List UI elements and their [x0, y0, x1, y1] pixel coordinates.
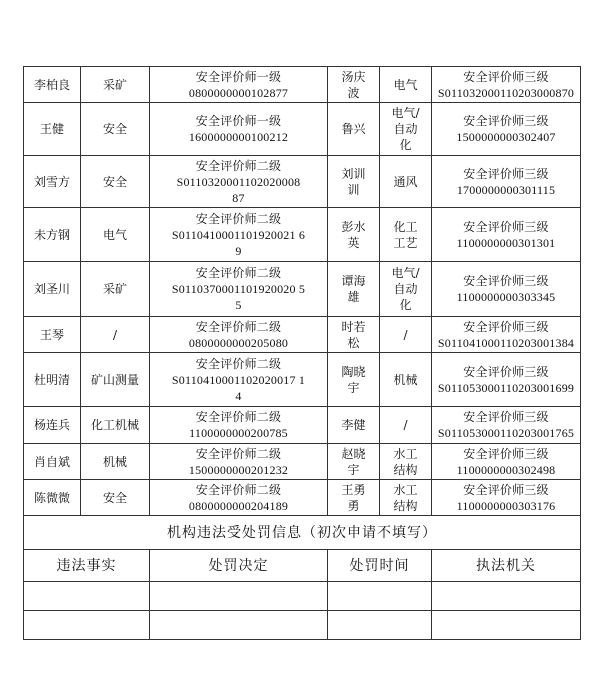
person-certificate: 安全评价师二级 1100000000200785	[150, 407, 328, 444]
penalty-decision-cell	[150, 611, 328, 640]
header-penalty-decision: 处罚决定	[150, 550, 328, 582]
person-name: 未方钢	[24, 208, 81, 262]
person-major: 矿山测量	[81, 353, 150, 407]
person-certificate: 安全评价师三级 S011053000110203001765	[432, 407, 581, 444]
person-name: 赵晓 宇	[328, 444, 380, 480]
person-major: 通风	[380, 156, 432, 208]
person-certificate: 安全评价师二级 S0110410001101920021 6 9	[150, 208, 328, 262]
person-certificate: 安全评价师三级 S011032000110203000870	[432, 67, 581, 103]
person-name: 陶晓 宇	[328, 353, 380, 407]
person-major: 电气	[81, 208, 150, 262]
person-major: 采矿	[81, 262, 150, 317]
person-name: 肖自斌	[24, 444, 81, 480]
table-row	[24, 353, 581, 407]
header-violation-facts: 违法事实	[24, 550, 150, 582]
person-certificate: 安全评价师一级 1600000000100212	[150, 103, 328, 156]
person-major: /	[380, 407, 432, 444]
table-row	[24, 208, 581, 262]
person-name: 刘雪方	[24, 156, 81, 208]
person-name: 刘圣川	[24, 262, 81, 317]
person-major: 采矿	[81, 67, 150, 103]
person-major: 机械	[380, 353, 432, 407]
table-row	[24, 156, 581, 208]
person-major: 安全	[81, 103, 150, 156]
table-row	[24, 444, 581, 480]
person-major: 安全	[81, 156, 150, 208]
person-certificate: 安全评价师二级 S0110320001102020008 87	[150, 156, 328, 208]
person-certificate: 安全评价师三级 1100000000303176	[432, 480, 581, 516]
person-certificate: 安全评价师二级 0800000000205080	[150, 317, 328, 353]
violation-section-title-row	[24, 516, 581, 550]
person-certificate: 安全评价师二级 1500000000201232	[150, 444, 328, 480]
person-certificate: 安全评价师三级 S011041000110203001384	[432, 317, 581, 353]
person-name: 李健	[328, 407, 380, 444]
person-major: 电气/ 自动 化	[380, 262, 432, 317]
penalty-decision-cell	[150, 582, 328, 611]
person-major: /	[81, 317, 150, 353]
person-major: 安全	[81, 480, 150, 516]
person-major: 化工 工艺	[380, 208, 432, 262]
person-certificate: 安全评价师二级 S0110410001102020017 1 4	[150, 353, 328, 407]
table-row	[24, 480, 581, 516]
person-major: 机械	[81, 444, 150, 480]
person-name: 杜明清	[24, 353, 81, 407]
person-major: 电气	[380, 67, 432, 103]
penalty-time-cell	[328, 582, 432, 611]
violation-header-row	[24, 550, 581, 582]
person-major: /	[380, 317, 432, 353]
person-name: 王健	[24, 103, 81, 156]
person-certificate: 安全评价师三级 1500000000302407	[432, 103, 581, 156]
penalty-time-cell	[328, 611, 432, 640]
person-name: 汤庆 波	[328, 67, 380, 103]
person-certificate: 安全评价师二级 S0110370001101920020 5 5	[150, 262, 328, 317]
person-name: 陈微微	[24, 480, 81, 516]
violation-facts-cell	[24, 611, 150, 640]
person-certificate: 安全评价师一级 0800000000102877	[150, 67, 328, 103]
person-name: 王琴	[24, 317, 81, 353]
person-major: 水工 结构	[380, 444, 432, 480]
person-certificate: 安全评价师三级 1100000000303345	[432, 262, 581, 317]
violation-section-title: 机构违法受处罚信息（初次申请不填写）	[24, 516, 581, 550]
header-penalty-time: 处罚时间	[328, 550, 432, 582]
person-name: 杨连兵	[24, 407, 81, 444]
person-name: 时若 松	[328, 317, 380, 353]
header-enforcement-agency: 执法机关	[432, 550, 581, 582]
person-certificate: 安全评价师三级 1700000000301115	[432, 156, 581, 208]
violation-empty-row	[24, 611, 581, 640]
table-row	[24, 317, 581, 353]
table-row	[24, 262, 581, 317]
person-name: 李柏良	[24, 67, 81, 103]
person-certificate: 安全评价师二级 0800000000204189	[150, 480, 328, 516]
table-row	[24, 103, 581, 156]
person-major: 电气/ 自动 化	[380, 103, 432, 156]
person-certificate: 安全评价师三级 1100000000302498	[432, 444, 581, 480]
table-row	[24, 407, 581, 444]
person-certificate: 安全评价师三级 S011053000110203001699	[432, 353, 581, 407]
person-name: 鲁兴	[328, 103, 380, 156]
enforcement-agency-cell	[432, 582, 581, 611]
person-certificate: 安全评价师三级 1100000000301301	[432, 208, 581, 262]
personnel-table-body	[24, 67, 581, 640]
person-name: 谭海 雄	[328, 262, 380, 317]
person-name: 刘训 训	[328, 156, 380, 208]
person-major: 水工 结构	[380, 480, 432, 516]
personnel-table	[23, 66, 581, 640]
person-major: 化工机械	[81, 407, 150, 444]
table-row	[24, 67, 581, 103]
violation-empty-row	[24, 582, 581, 611]
enforcement-agency-cell	[432, 611, 581, 640]
person-name: 王勇 勇	[328, 480, 380, 516]
person-name: 彭水 英	[328, 208, 380, 262]
violation-facts-cell	[24, 582, 150, 611]
